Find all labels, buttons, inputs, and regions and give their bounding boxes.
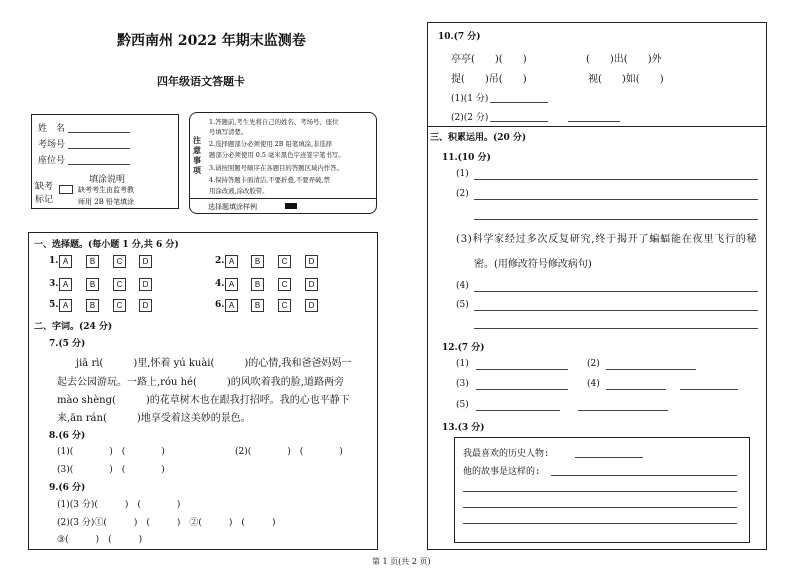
q11-sub-3a: (3)科学家经过多次反复研究,终于揭开了蝙蝠能在夜里飞行的秘 xyxy=(456,234,758,245)
q5-option-c[interactable]: C xyxy=(113,299,126,312)
q7-line-4: 来,ān rán( )地享受着这美妙的景色。 xyxy=(57,413,251,424)
q3-option-b[interactable]: B xyxy=(86,278,99,291)
q8-line-1a: (1)( ) ( ) xyxy=(57,447,165,457)
q8-line-2: (3)( ) ( ) xyxy=(57,465,165,475)
q9-line-3: ③( ) ( ) xyxy=(57,535,143,545)
q10-sub-2: (2)(2 分) xyxy=(451,113,489,123)
q2-option-c[interactable]: C xyxy=(278,255,291,268)
notice-side-label: 注意事项 xyxy=(193,135,201,175)
name-field[interactable] xyxy=(68,132,130,133)
q5-option-a[interactable]: A xyxy=(59,299,72,312)
fill-note-2: 师用 2B 铅笔填涂 xyxy=(78,198,135,206)
q10-row-1b: ( )出( )外 xyxy=(586,54,662,65)
page-title: 黔西南州 2022 年期末监测卷 xyxy=(117,33,306,49)
q11-sub-1-line[interactable] xyxy=(474,179,758,180)
seat-label: 座位号 xyxy=(38,156,66,166)
q10-title: 10.(7 分) xyxy=(438,32,481,42)
notice-item-1: 1.答题前,考生先将自己的姓名、考场号、座位 xyxy=(209,118,339,126)
q13-line-2-blank[interactable] xyxy=(551,475,737,476)
q11-sub-2: (2) xyxy=(456,189,469,199)
notice-item-6: 4.保持答题卡面清洁,不要折叠,不要弄破,禁 xyxy=(209,176,330,184)
q5-number: 5. xyxy=(49,300,59,310)
q12-sub-3: (3) xyxy=(456,379,469,389)
q1-option-c[interactable]: C xyxy=(113,255,126,268)
q8-title: 8.(6 分) xyxy=(49,431,86,441)
page-subtitle: 四年级语文答题卡 xyxy=(157,75,245,88)
q13-writing-line-1[interactable] xyxy=(463,491,737,492)
q5-option-d[interactable]: D xyxy=(139,299,152,312)
q9-line-2: (2)(3 分)①( ) ( ) ②( ) ( ) xyxy=(57,518,276,528)
q12-sub-1-line[interactable] xyxy=(476,369,568,370)
q4-option-a[interactable]: A xyxy=(225,278,238,291)
q9-line-1: (1)(3 分)( ) ( ) xyxy=(57,500,181,510)
q10-sub-2-line-a[interactable] xyxy=(490,121,548,122)
q11-sub-5-line-a[interactable] xyxy=(474,310,758,311)
q3-number: 3. xyxy=(49,279,59,289)
q12-sub-3-line[interactable] xyxy=(476,389,568,390)
q2-option-b[interactable]: B xyxy=(251,255,264,268)
q6-option-a[interactable]: A xyxy=(225,299,238,312)
page-number: 第 1 页(共 2 页) xyxy=(372,557,431,566)
q13-line-1: 我最喜欢的历史人物: xyxy=(463,449,550,459)
left-answer-box xyxy=(28,232,378,550)
q2-option-d[interactable]: D xyxy=(305,255,318,268)
q12-title: 12.(7 分) xyxy=(442,343,485,353)
notice-item-5: 3.请按照题号顺序在各题目的答题区域内作答。 xyxy=(209,164,343,172)
notice-item-4: 题部分必须使用 0.5 毫米黑色字迹签字笔书写。 xyxy=(209,151,345,159)
q2-option-a[interactable]: A xyxy=(225,255,238,268)
q7-line-1: jiā rì( )里,怀着 yú kuài( )的心情,我和爸爸妈妈一 xyxy=(76,358,352,369)
right-answer-box xyxy=(427,22,767,550)
q12-sub-1: (1) xyxy=(456,359,469,369)
q7-line-2: 起去公园游玩。一路上,róu hé( )的风吹着我的脸,道路两旁 xyxy=(57,377,344,388)
exam-no-label: 考场号 xyxy=(38,140,66,150)
q11-sub-4-line-a[interactable] xyxy=(474,291,758,292)
notice-item-7: 用涂改液,涂改胶带。 xyxy=(209,187,269,195)
absent-label: 缺考 xyxy=(35,182,54,192)
q12-sub-4-line-a[interactable] xyxy=(606,389,666,390)
q4-option-d[interactable]: D xyxy=(305,278,318,291)
q6-option-b[interactable]: B xyxy=(251,299,264,312)
q7-line-3: mào shèng( )的花草树木也在跟我打招呼。我的心也平静下 xyxy=(57,395,350,406)
q10-sub-1: (1)(1 分) xyxy=(451,94,489,104)
q1-option-b[interactable]: B xyxy=(86,255,99,268)
q11-sub-5-line-b[interactable] xyxy=(474,328,758,329)
section2-title: 二、字词。(24 分) xyxy=(34,322,113,332)
q12-sub-5-line-b[interactable] xyxy=(578,410,668,411)
seat-field[interactable] xyxy=(68,164,130,165)
right-section-divider xyxy=(428,126,766,127)
q11-sub-2-line-a[interactable] xyxy=(474,199,758,200)
q3-option-d[interactable]: D xyxy=(139,278,152,291)
q13-writing-box[interactable] xyxy=(454,437,750,543)
absent-label-2: 标记 xyxy=(35,195,54,205)
q13-title: 13.(3 分) xyxy=(442,423,485,433)
sample-filled-mark xyxy=(285,203,297,209)
q13-writing-line-3[interactable] xyxy=(463,523,737,524)
q6-option-d[interactable]: D xyxy=(305,299,318,312)
fill-title: 填涂说明 xyxy=(89,175,126,185)
sample-label: 选择题填涂样例 xyxy=(208,203,257,211)
q1-option-a[interactable]: A xyxy=(59,255,72,268)
q13-line-1-blank[interactable] xyxy=(575,457,643,458)
q11-sub-4: (4) xyxy=(456,281,469,291)
q10-row-2b: 视( )如( ) xyxy=(588,74,664,85)
q8-line-1b: (2)( ) ( ) xyxy=(235,447,343,457)
q11-sub-2-line-b[interactable] xyxy=(474,219,758,220)
absent-checkbox[interactable] xyxy=(59,185,73,194)
q2-number: 2. xyxy=(215,256,225,266)
q10-sub-2-line-b[interactable] xyxy=(568,121,620,122)
q4-number: 4. xyxy=(215,279,225,289)
q12-sub-4-line-b[interactable] xyxy=(680,389,738,390)
q10-sub-1-line[interactable] xyxy=(490,102,548,103)
notice-box xyxy=(189,112,377,214)
q13-writing-line-2[interactable] xyxy=(463,507,737,508)
q1-option-d[interactable]: D xyxy=(139,255,152,268)
q12-sub-5-line-a[interactable] xyxy=(476,410,560,411)
student-info-box xyxy=(31,114,179,209)
q6-number: 6. xyxy=(215,300,225,310)
q9-title: 9.(6 分) xyxy=(49,483,86,493)
q7-title: 7.(5 分) xyxy=(49,339,86,349)
q12-sub-2-line[interactable] xyxy=(606,369,696,370)
q6-option-c[interactable]: C xyxy=(278,299,291,312)
q10-row-1a: 亭亭( )( ) xyxy=(451,54,527,65)
q12-sub-2: (2) xyxy=(587,359,600,369)
q11-title: 11.(10 分) xyxy=(442,153,491,163)
notice-item-3: 2.选择题部分必须使用 2B 铅笔填涂,非选择 xyxy=(209,140,333,148)
notice-item-2: 号填写清楚。 xyxy=(209,128,248,136)
q11-sub-5: (5) xyxy=(456,300,469,310)
name-label: 姓 名 xyxy=(38,124,66,134)
q4-option-c[interactable]: C xyxy=(278,278,291,291)
section1-title: 一、选择题。(每小题 1 分,共 6 分) xyxy=(34,240,179,250)
q12-sub-4: (4) xyxy=(587,379,600,389)
q12-sub-5: (5) xyxy=(456,400,469,410)
q13-line-2: 他的故事是这样的: xyxy=(463,467,541,477)
q11-sub-1: (1) xyxy=(456,169,469,179)
q1-number: 1. xyxy=(49,256,59,266)
q10-row-2a: 提( )吊( ) xyxy=(451,74,527,85)
exam-no-field[interactable] xyxy=(68,148,130,149)
q5-option-b[interactable]: B xyxy=(86,299,99,312)
notice-divider xyxy=(190,198,376,199)
q4-option-b[interactable]: B xyxy=(251,278,264,291)
fill-note-1: 缺考考生由监考教 xyxy=(78,186,134,194)
section3-title: 三、积累运用。(20 分) xyxy=(430,133,527,143)
q3-option-a[interactable]: A xyxy=(59,278,72,291)
q3-option-c[interactable]: C xyxy=(113,278,126,291)
q11-sub-3b: 密。(用修改符号修改病句) xyxy=(474,259,592,270)
